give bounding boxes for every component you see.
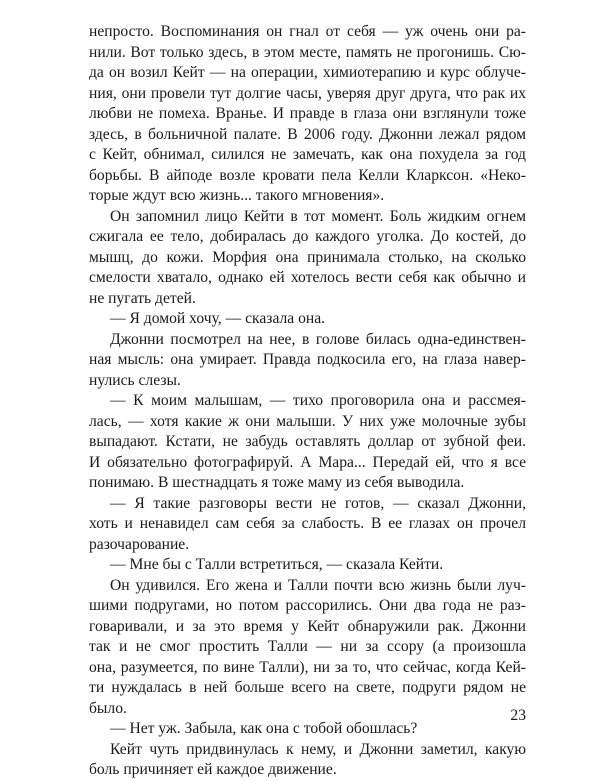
- text-line: Джонни посмотрел на нее, в голове билась одна-единствен-: [110, 330, 526, 348]
- text-line: она, разумеется, по вине Талли), ни за то, что сейчас, когда Кей-: [89, 658, 526, 676]
- text-line: не пугать детей.: [89, 289, 196, 307]
- body-text: [89, 22, 526, 781]
- text-line: да он возил Кейт — на операции, химиотерапию и курс облуче-: [89, 64, 526, 81]
- text-line: непросто. Воспоминания он гнал от себя — уж очень они ра-: [89, 23, 526, 40]
- text-line: — Я домой хочу, — сказала она.: [110, 310, 326, 327]
- text-line: — Мне бы с Талли встретиться, — сказала Кейти.: [110, 556, 444, 573]
- text-line: Он удивился. Его жена и Талли почти всю жизнь были луч-: [110, 576, 526, 594]
- text-line: нулись слезы.: [89, 371, 181, 389]
- text-line: было.: [89, 699, 127, 717]
- text-line: здесь, в больничной палате. В 2006 году. Джонни лежал рядом: [89, 125, 526, 143]
- text-line: ти нуждалась в ней больше всего на свете, подруги рядом не: [89, 679, 526, 696]
- text-line: с Кейт, обнимал, силился не замечать, как она похудела за год: [89, 146, 526, 163]
- text-line: хоть и ненавидел сам себя за слабость. В ее глазах он прочел: [89, 515, 526, 532]
- text-line: И обязательно фотографируй. А Мара... Передай ей, что я все: [89, 453, 526, 471]
- text-line: смелости хватало, однако ей хотелось вести себя как обычно и: [89, 269, 526, 286]
- text-line: — Нет уж. Забыла, как она с тобой обошлась?: [110, 720, 418, 737]
- text-line: Он запомнил лицо Кейти в тот момент. Боль жидким огнем: [110, 207, 526, 225]
- text-line: торые ждут всю жизнь... такого мгновения».: [89, 187, 385, 204]
- text-line: — Я такие разговоры вести не готов, — сказал Джонни,: [110, 494, 526, 512]
- text-line: боль причиняет ей каждое движение.: [89, 761, 337, 778]
- text-line: выпадают. Кстати, не забудь оставлять доллар от зубной феи.: [89, 433, 526, 450]
- text-line: так и не смог простить Талли — ни за ссору (а произошла: [89, 638, 526, 655]
- text-line: — К моим малышам, — тихо проговорила она и рассмея-: [110, 392, 526, 409]
- text-line: любви не помеха. Вранье. И правде в глаза они взглянули тоже: [89, 105, 526, 122]
- page-number: 23: [510, 707, 526, 724]
- text-line: шими подругами, но потом рассорились. Они два года не раз-: [89, 597, 526, 614]
- text-line: сжигала ее тело, добиралась до каждого уголка. До костей, до: [89, 228, 526, 245]
- text-line: ния, они провели тут долгие часы, уверяя друг друга, что рак их: [89, 84, 526, 102]
- text-line: нили. Вот только здесь, в этом месте, память не прогонишь. Сю-: [89, 43, 526, 61]
- text-line: понимаю. В шестнадцать я тоже маму из себя выводила.: [89, 474, 465, 491]
- text-line: лась, — хотя какие ж они малыши. У них уже молочные зубы: [89, 412, 526, 430]
- text-line: мышц, до кожи. Морфия она принимала столько, на сколько: [89, 248, 526, 266]
- text-line: говаривали, и за это время у Кейт обнаружили рак. Джонни: [89, 617, 526, 635]
- text-line: разочарование.: [89, 535, 190, 553]
- text-line: борьбы. В айподе возле кровати пела Келли Кларксон. «Неко-: [89, 166, 526, 184]
- text-line: ная мысль: она умирает. Правда подкосила его, на глаза навер-: [89, 351, 526, 368]
- text-line: Кейт чуть придвинулась к нему, и Джонни заметил, какую: [110, 740, 526, 758]
